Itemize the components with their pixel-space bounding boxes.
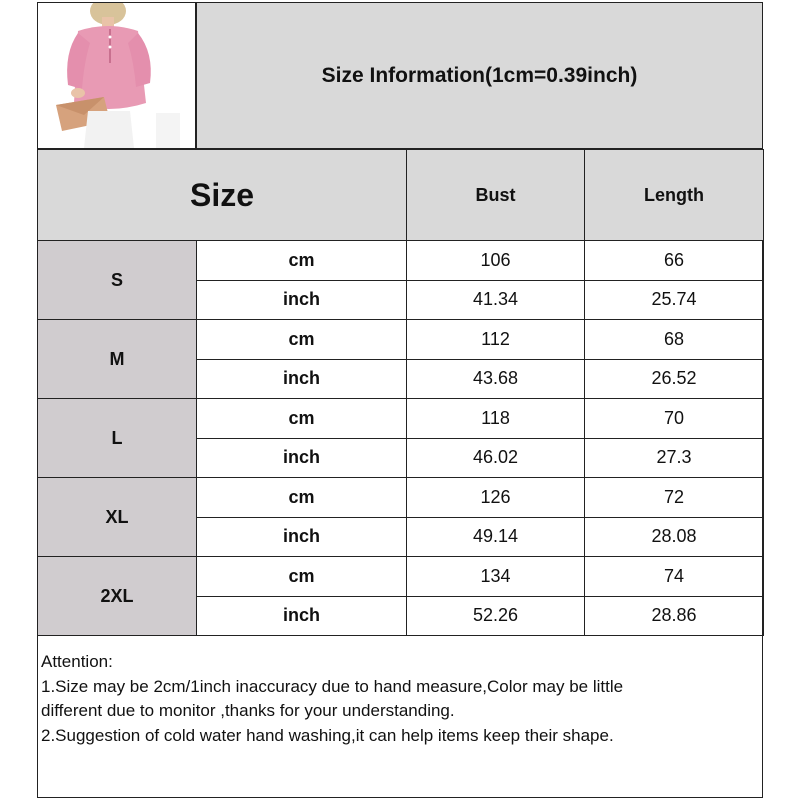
unit-cm: cm <box>197 320 407 360</box>
length-value: 68 <box>585 320 764 360</box>
bust-value: 106 <box>407 241 585 281</box>
length-header: Length <box>585 150 764 241</box>
size-chart-table <box>37 149 764 636</box>
size-label-m: M <box>38 320 197 399</box>
size-header: Size <box>38 150 407 241</box>
bust-value: 112 <box>407 320 585 360</box>
unit-cm: cm <box>197 399 407 439</box>
unit-inch: inch <box>197 280 407 320</box>
length-value: 74 <box>585 557 764 597</box>
table-row <box>38 557 764 597</box>
length-value: 28.86 <box>585 596 764 636</box>
bust-value: 43.68 <box>407 359 585 399</box>
unit-inch: inch <box>197 359 407 399</box>
table-row <box>38 478 764 518</box>
attention-notes <box>41 650 757 748</box>
length-value: 25.74 <box>585 280 764 320</box>
size-label-2xl: 2XL <box>38 557 197 636</box>
bust-value: 46.02 <box>407 438 585 478</box>
unit-inch: inch <box>197 438 407 478</box>
notes-line-3: 2.Suggestion of cold water hand washing,it can help items keep their shape. <box>41 725 614 745</box>
bust-value: 52.26 <box>407 596 585 636</box>
unit-inch: inch <box>197 596 407 636</box>
notes-line-2: different due to monitor ,thanks for your understanding. <box>41 701 455 720</box>
unit-cm: cm <box>197 478 407 518</box>
length-value: 28.08 <box>585 517 764 557</box>
size-label-s: S <box>38 241 197 320</box>
bust-value: 118 <box>407 399 585 439</box>
length-value: 70 <box>585 399 764 439</box>
unit-cm: cm <box>197 557 407 597</box>
table-row <box>38 241 764 281</box>
notes-line-1: 1.Size may be 2cm/1inch inaccuracy due to hand measure,Color may be little <box>41 676 624 696</box>
bust-value: 126 <box>407 478 585 518</box>
bust-value: 49.14 <box>407 517 585 557</box>
size-label-xl: XL <box>38 478 197 557</box>
bust-header: Bust <box>407 150 585 241</box>
size-label-l: L <box>38 399 197 478</box>
bust-value: 41.34 <box>407 280 585 320</box>
table-row <box>38 399 764 439</box>
table-row <box>38 320 764 360</box>
notes-heading: Attention: <box>41 652 113 671</box>
model-photo-image <box>38 3 195 148</box>
unit-inch: inch <box>197 517 407 557</box>
length-value: 66 <box>585 241 764 281</box>
length-value: 27.3 <box>585 438 764 478</box>
product-photo <box>37 2 196 149</box>
length-value: 72 <box>585 478 764 518</box>
unit-cm: cm <box>197 241 407 281</box>
size-info-title: Size Information(1cm=0.39inch) <box>196 2 763 149</box>
bust-value: 134 <box>407 557 585 597</box>
length-value: 26.52 <box>585 359 764 399</box>
